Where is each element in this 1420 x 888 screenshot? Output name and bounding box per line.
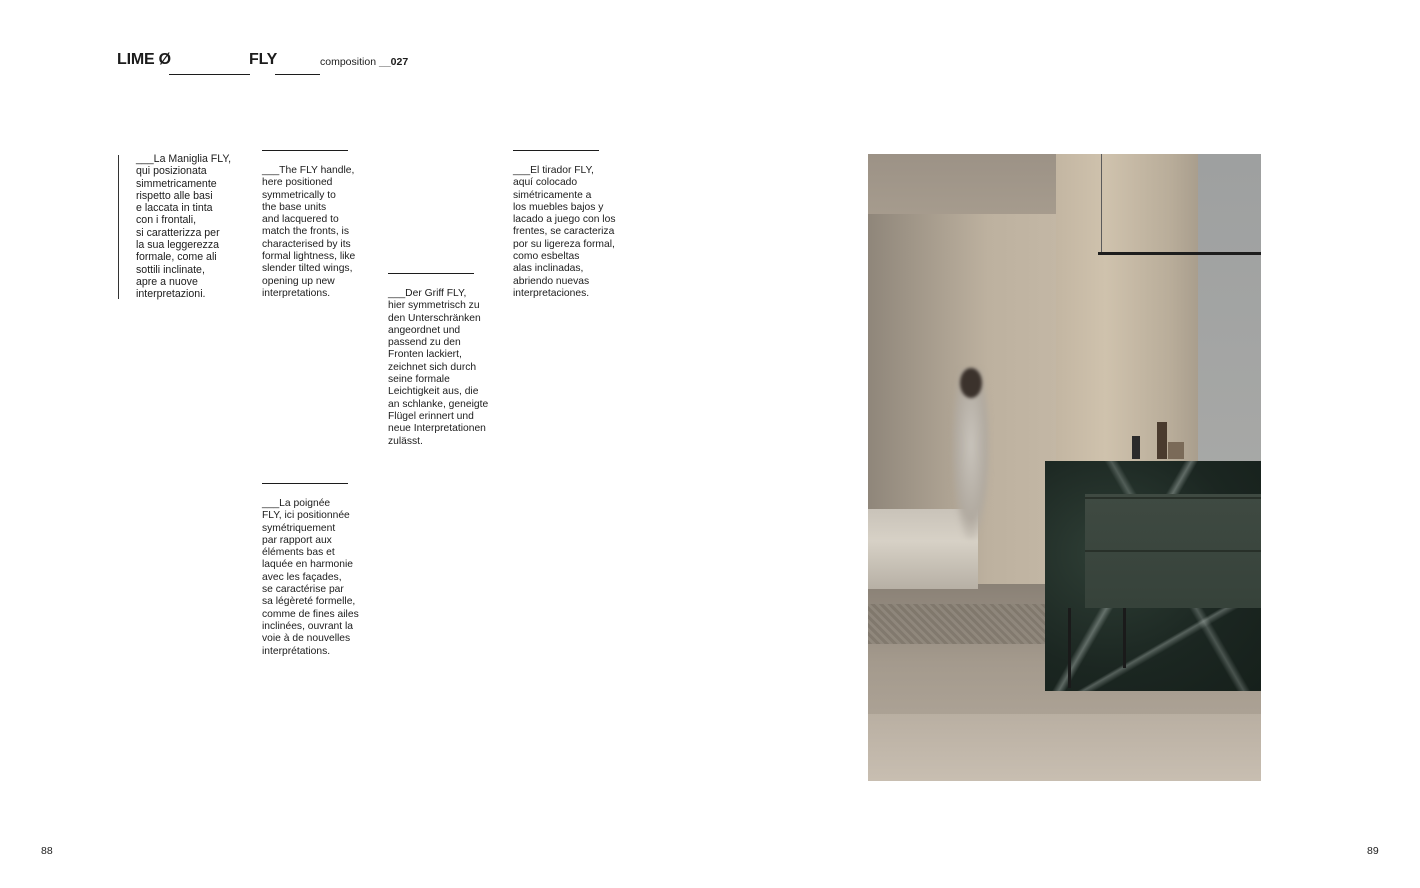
brand-underline — [169, 74, 250, 75]
page-number-right: 89 — [1367, 845, 1379, 857]
bathroom-photo — [868, 154, 1261, 781]
english-text: ___The FLY handle, here positioned symmetrically to the base units and lacquered to match the fronts, is characterised by its formal lightness, like slender tilted wings, opening up new interpretations. — [262, 165, 356, 299]
brand-title: LIME Ø — [117, 51, 171, 68]
photo-rug — [868, 604, 1048, 644]
photo-bottle — [1157, 422, 1167, 459]
german-text: ___Der Griff FLY, hier symmetrisch zu den Unterschränken angeordnet und passend zu den Fronten lackiert, zeichnet sich durch seine formale Leichtigkeit aus, die an schlanke, geneigte Flügel erinnert und neue Interpretationen zulässt. — [388, 288, 489, 447]
italian-text: ___La Maniglia FLY, qui posizionata simmetricamente rispetto alle basi e laccata in tinta con i frontali, si caratterizza per la sua leggerezza formale, come ali sottili inclinate, apre a nuove interpretazioni. — [136, 153, 232, 301]
composition-number: __027 — [379, 56, 409, 68]
photo-foreground-rug — [868, 714, 1261, 781]
photo-window — [1198, 154, 1261, 474]
french-rule — [262, 483, 348, 484]
handle-title: FLY — [249, 51, 278, 68]
spanish-rule — [513, 150, 599, 151]
italian-side-rule — [118, 155, 119, 299]
photo-pendant-lamp — [1098, 252, 1261, 255]
handle-underline — [275, 74, 320, 75]
photo-drawer-handle-top — [1085, 497, 1261, 499]
photo-cabinet-leg — [1068, 608, 1071, 688]
photo-pendant-wire — [1101, 154, 1102, 254]
photo-cabinet-leg — [1123, 608, 1126, 668]
spanish-text: ___El tirador FLY, aquí colocado simétricamente a los muebles bajos y lacado a juego con los frentes, se caracteriza por su ligereza formal, como esbeltas alas inclinadas, abriendo nuevas interpretaciones. — [513, 165, 616, 299]
photo-person-head — [960, 368, 982, 398]
photo-drawer-handle-bottom — [1085, 550, 1261, 552]
composition-label: composition — [320, 56, 377, 68]
photo-bottle — [1132, 436, 1140, 459]
page-number-left: 88 — [41, 845, 53, 857]
english-rule — [262, 150, 348, 151]
french-text: ___La poignée FLY, ici positionnée symétriquement par rapport aux éléments bas et laquée en harmonie avec les façades, se caractérise par sa légèreté formelle, comme de fines ailes inclinées, ouvrant la voie à de nouvelles interprétations. — [262, 498, 359, 657]
german-rule — [388, 273, 474, 274]
photo-box — [1168, 442, 1184, 459]
